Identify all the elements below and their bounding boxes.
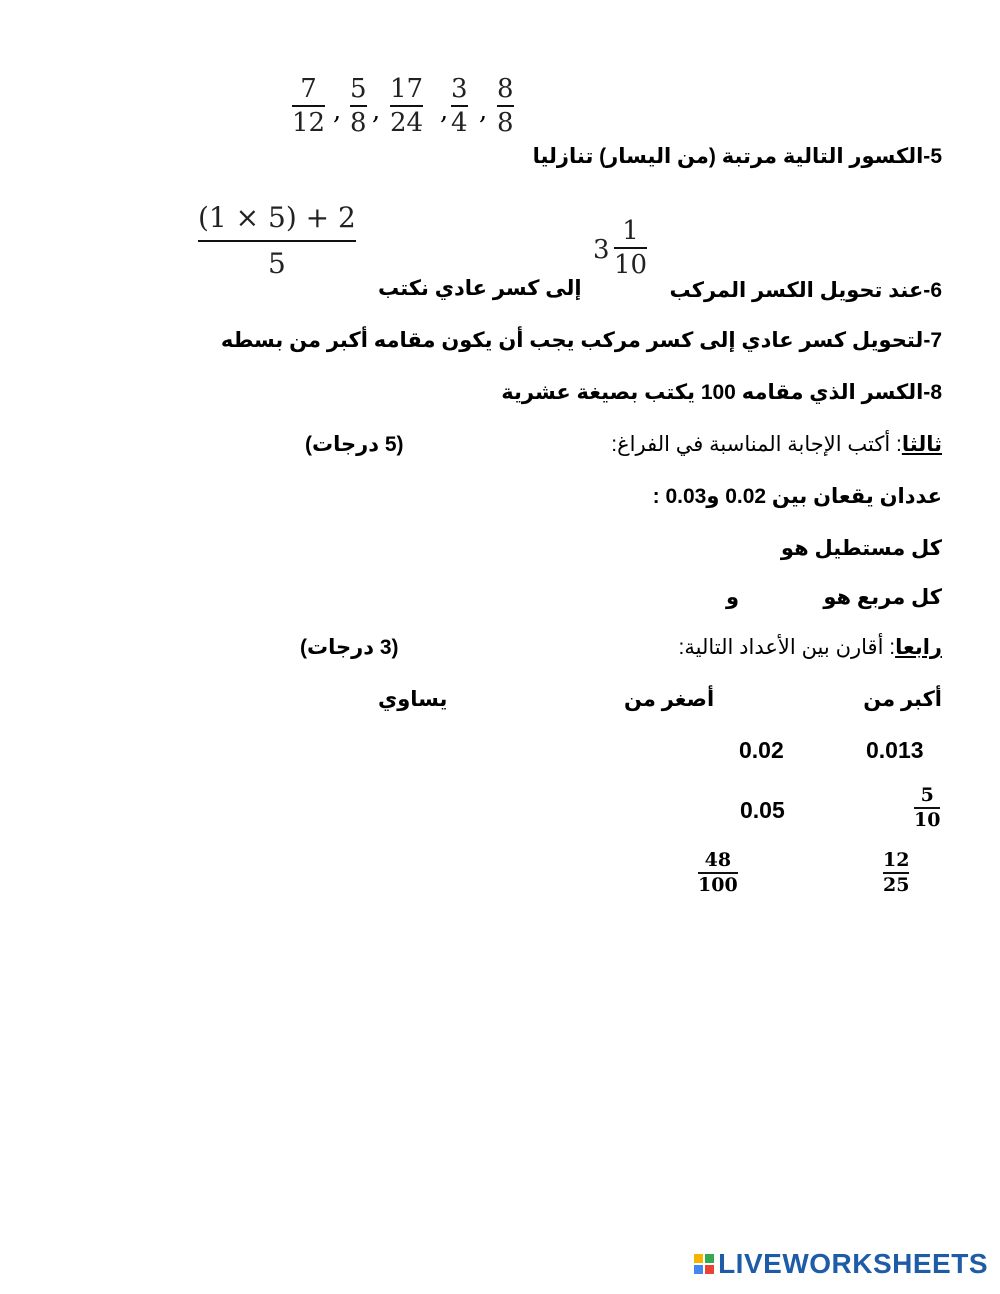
comma: , (372, 96, 381, 126)
column-less-than: أصغر من (624, 688, 715, 711)
section-4-heading: رابعا (895, 636, 942, 659)
mixed-fraction (614, 218, 647, 278)
question-6-right: 6-عند تحويل الكسر المركب (669, 279, 942, 302)
column-greater-than: أكبر من (863, 688, 942, 711)
compare-row-3-a (883, 851, 909, 895)
column-equal: يساوي (378, 688, 448, 711)
fraction-3-4 (451, 76, 468, 136)
comma: , (333, 96, 342, 126)
section-3-item-3-and: و (726, 586, 740, 609)
section-3-heading: ثالثا (901, 433, 942, 456)
fraction-denominator: 10 (914, 809, 941, 831)
fraction-numerator: 1 (622, 216, 639, 246)
fraction-17-24 (390, 76, 423, 136)
section-3-instruction: : أكتب الإجابة المناسبة في الفراغ: (611, 433, 902, 456)
fraction-denominator: 12 (292, 108, 326, 138)
section-3-item-1: عددان يقعان بين 0.02 و0.03 : (652, 485, 942, 508)
fraction-5-8 (350, 76, 367, 136)
comma: , (479, 96, 488, 126)
expression-fraction (198, 201, 356, 280)
fraction-numerator: 3 (451, 74, 468, 104)
fraction-denominator: 24 (390, 108, 424, 138)
question-6-left: إلى كسر عادي نكتب (378, 277, 582, 300)
section-4-instruction: : أقارن بين الأعداد التالية: (678, 636, 896, 659)
fraction-8-8 (497, 76, 514, 136)
question-7: 7-لتحويل كسر عادي إلى كسر مركب يجب أن يكون مقامه أكبر من بسطه (220, 329, 942, 352)
compare-row-2-a (914, 786, 940, 830)
section-3-marks: (5 درجات) (305, 433, 404, 456)
logo-text: LIVEWORKSHEETS (718, 1248, 988, 1279)
fraction-denominator: 25 (883, 874, 910, 896)
question-8: 8-الكسر الذي مقامه 100 يكتب بصيغة عشرية (501, 381, 942, 404)
fraction-numerator: 17 (390, 74, 424, 104)
fraction-numerator: 48 (704, 849, 732, 871)
fraction-7-12 (292, 76, 325, 136)
fraction-numerator: 5 (350, 74, 367, 104)
fraction-numerator: 8 (497, 74, 514, 104)
expression-numerator: (1 × 5) + 2 (198, 201, 356, 234)
fraction-denominator: 10 (614, 250, 648, 280)
fraction-denominator: 8 (350, 108, 367, 138)
section-3-item-3: كل مربع هو (823, 586, 942, 609)
fraction-numerator: 7 (300, 74, 317, 104)
mixed-whole: 3 (593, 235, 610, 265)
section-3-header (611, 432, 942, 457)
section-3-item-2: كل مستطيل هو (780, 537, 942, 560)
compare-row-1-b: 0.02 (739, 737, 784, 763)
section-4-header (679, 635, 942, 660)
expression-denominator: 5 (268, 247, 286, 280)
compare-row-2-b: 0.05 (740, 797, 785, 823)
liveworksheets-logo (694, 1248, 988, 1280)
fraction-numerator: 5 (920, 784, 934, 806)
compare-row-1-a: 0.013 (866, 737, 924, 763)
comma: , (440, 96, 449, 126)
question-5: 5-الكسور التالية مرتبة (من اليسار) تنازليا (532, 145, 942, 168)
compare-row-3-b (698, 851, 738, 895)
logo-blocks-icon (694, 1254, 714, 1274)
fraction-denominator: 8 (497, 108, 514, 138)
fraction-denominator: 100 (698, 874, 738, 896)
section-4-marks: (3 درجات) (300, 636, 399, 659)
fraction-denominator: 4 (451, 108, 468, 138)
fraction-numerator: 12 (883, 849, 910, 871)
